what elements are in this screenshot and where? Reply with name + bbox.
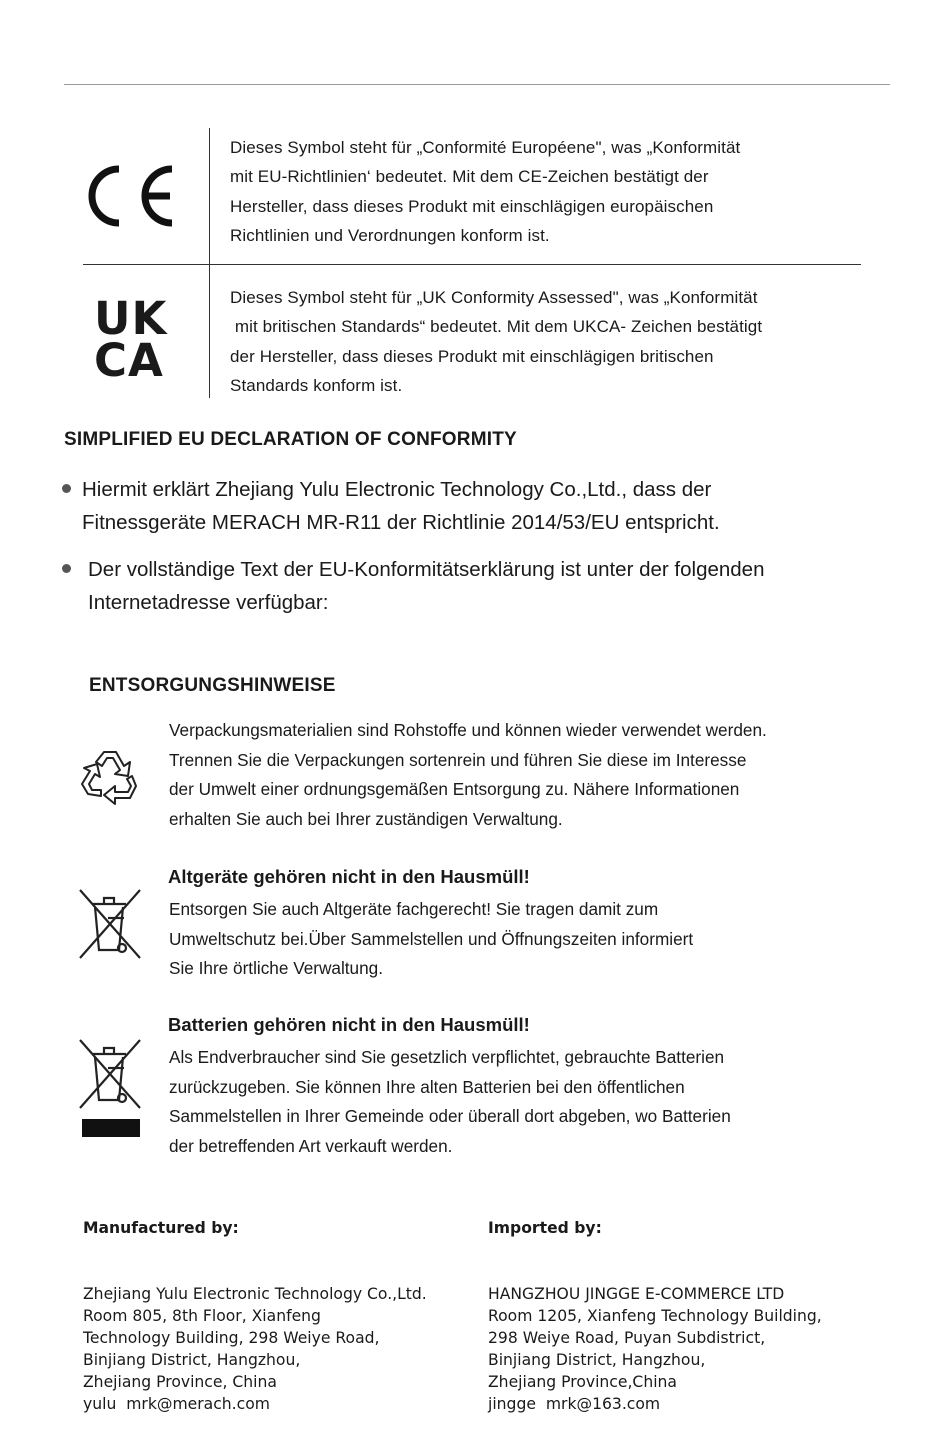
ukca-description: Dieses Symbol steht für „UK Conformity Assessed", was „Konformität mit britischen Standards“ bedeutet. Mit dem UKCA- Zeichen bestätigt der Hersteller, dass dieses Produkt mit einschlägigen britischen Standards konform ist. bbox=[230, 288, 763, 395]
declaration-bullet-2: Der vollständige Text der EU-Konformitätserklärung ist unter der folgenden Internetadresse verfügbar: bbox=[88, 558, 765, 614]
battery-marking-bar bbox=[82, 1119, 140, 1137]
table-vertical-divider bbox=[209, 128, 210, 398]
bullet-dot bbox=[62, 484, 71, 493]
crossed-bin-battery-icon bbox=[78, 1038, 142, 1110]
bullet-dot bbox=[62, 564, 71, 573]
crossed-bin-icon bbox=[78, 888, 142, 960]
ukca-line-uk: UK bbox=[94, 292, 168, 345]
manufacturer-block bbox=[83, 1173, 427, 1437]
ukca-line-ca: CA bbox=[94, 334, 164, 387]
batteries-text: Als Endverbraucher sind Sie gesetzlich verpflichtet, gebrauchte Batterien zurückzugeben. Sie können Ihre alten Batterien bei den öffentlichen Sammelstellen in Ihrer Gemeinde oder überall dort abgeben, wo Batterien der betreffenden Art verkauft werden. bbox=[169, 1047, 731, 1156]
ce-description: Dieses Symbol steht für „Conformité Européene", was „Konformität mit EU-Richtlinien‘ bedeutet. Mit dem CE-Zeichen bestätigt der Hersteller, dass dieses Produkt mit einschlägigen europäischen Richtlinien und Verordnungen konform ist. bbox=[230, 138, 741, 245]
table-horizontal-divider bbox=[83, 264, 861, 265]
manufacturer-address: Zhejiang Yulu Electronic Technology Co.,Ltd. Room 805, 8th Floor, Xianfeng Technology Building, 298 Weiye Road, Binjiang District, Hangzhou, Zhejiang Province, China yulu mrk@merach.com bbox=[83, 1285, 427, 1413]
importer-block bbox=[488, 1173, 822, 1437]
importer-title: Imported by: bbox=[488, 1219, 602, 1237]
declaration-bullet-1: Hiermit erklärt Zhejiang Yulu Electronic Technology Co.,Ltd., dass der Fitnessgeräte MERACH MR-R11 der Richtlinie 2014/53/EU entspricht. bbox=[82, 478, 720, 534]
ukca-mark-icon bbox=[94, 292, 168, 387]
top-rule bbox=[64, 84, 890, 85]
packaging-text: Verpackungsmaterialien sind Rohstoffe und können wieder verwendet werden. Trennen Sie die Verpackungen sortenrein und führen Sie diese im Interesse der Umwelt einer ordnungsgemäßen Entsorgung zu. Nähere Informationen erhalten Sie auch bei Ihrer zuständigen Verwaltung. bbox=[169, 720, 767, 829]
batteries-title: Batterien gehören nicht in den Hausmüll! bbox=[168, 1014, 530, 1035]
devices-title: Altgeräte gehören nicht in den Hausmüll! bbox=[168, 866, 530, 887]
importer-address: HANGZHOU JINGGE E-COMMERCE LTD Room 1205, Xianfeng Technology Building, 298 Weiye Road, Puyan Subdistrict, Binjiang District, Hangzhou, Zhejiang Province,China jingge mrk@163.com bbox=[488, 1285, 822, 1413]
recycle-icon bbox=[80, 746, 142, 808]
devices-text: Entsorgen Sie auch Altgeräte fachgerecht! Sie tragen damit zum Umweltschutz bei.Über Sammelstellen und Öffnungszeiten informiert Sie Ihre örtliche Verwaltung. bbox=[169, 899, 694, 978]
manufacturer-title: Manufactured by: bbox=[83, 1219, 239, 1237]
disposal-heading: ENTSORGUNGSHINWEISE bbox=[89, 675, 336, 696]
ce-mark-icon bbox=[86, 163, 178, 229]
declaration-heading: SIMPLIFIED EU DECLARATION OF CONFORMITY bbox=[64, 429, 517, 450]
